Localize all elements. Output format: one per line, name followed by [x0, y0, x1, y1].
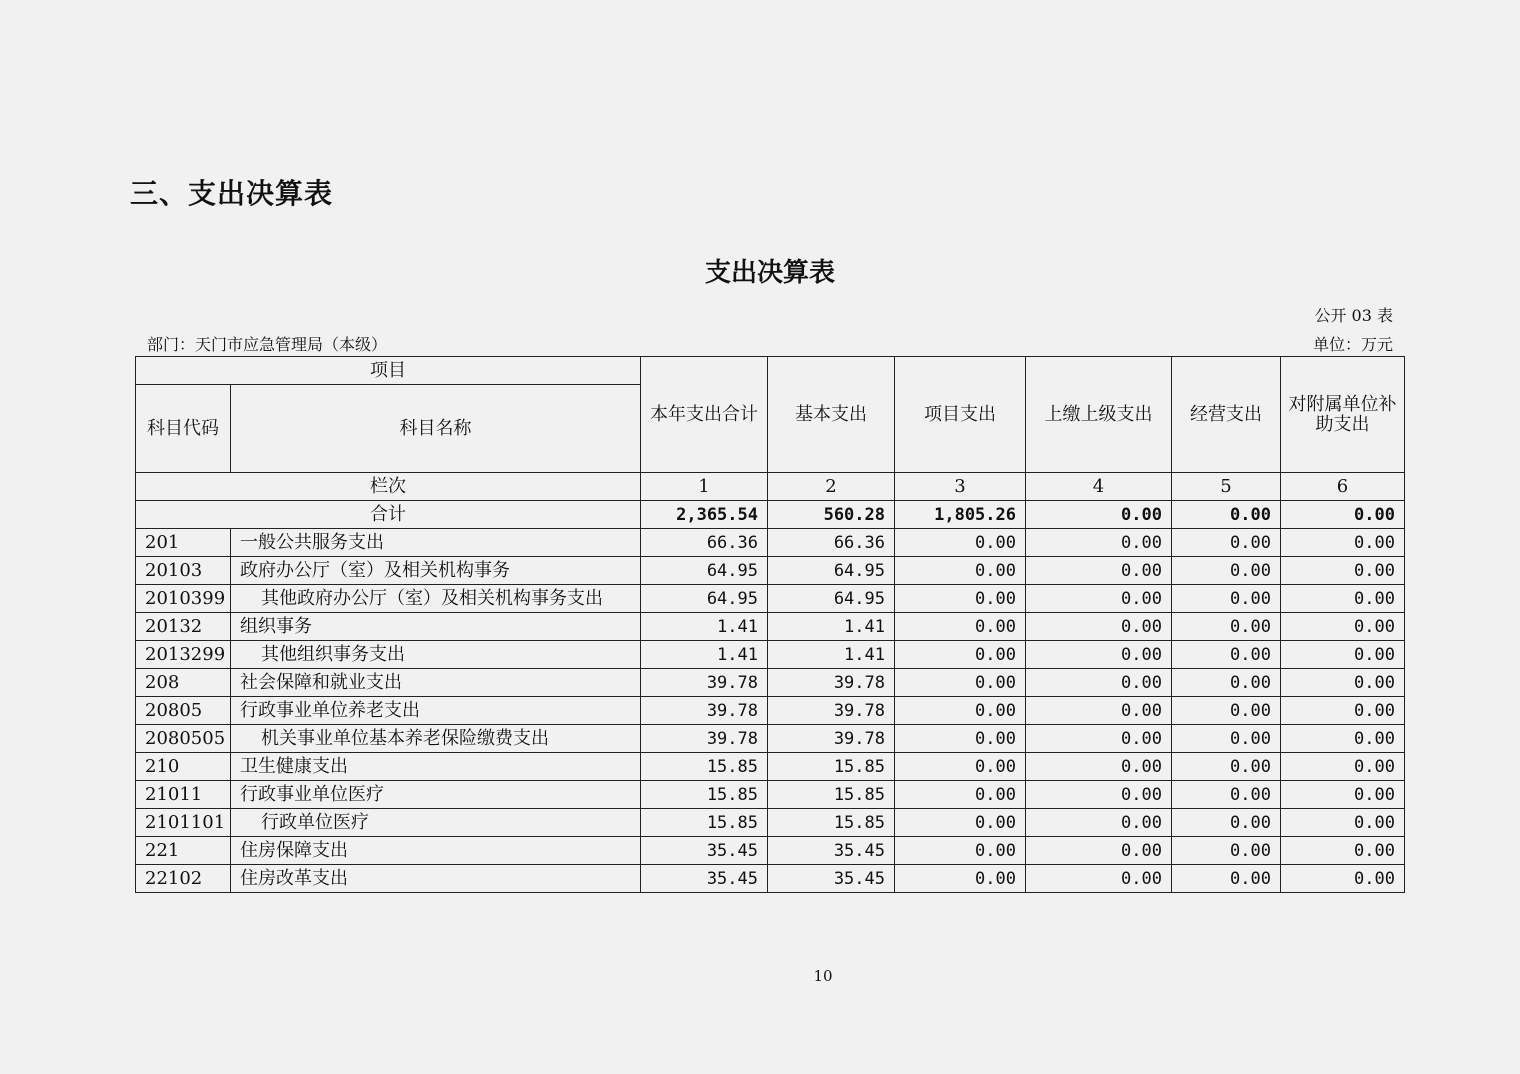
table-row [136, 725, 1405, 753]
amount-cell: 0.00 [895, 837, 1026, 865]
subject-code: 208 [136, 669, 231, 697]
subject-code: 2080505 [136, 725, 231, 753]
amount-cell: 64.95 [641, 585, 768, 613]
amount-cell: 0.00 [1172, 641, 1281, 669]
subject-name: 一般公共服务支出 [231, 529, 641, 557]
header-business: 经营支出 [1172, 357, 1281, 473]
subject-name: 行政事业单位医疗 [231, 781, 641, 809]
header-basic: 基本支出 [768, 357, 895, 473]
amount-cell: 0.00 [1172, 557, 1281, 585]
amount-cell: 35.45 [641, 837, 768, 865]
column-number: 3 [895, 473, 1026, 501]
amount-cell: 0.00 [1026, 585, 1172, 613]
amount-cell: 0.00 [1172, 613, 1281, 641]
amount-cell: 1.41 [768, 641, 895, 669]
amount-cell: 0.00 [895, 641, 1026, 669]
column-label: 栏次 [136, 473, 641, 501]
subject-code: 2101101 [136, 809, 231, 837]
column-number: 1 [641, 473, 768, 501]
amount-cell: 0.00 [1281, 781, 1405, 809]
amount-cell: 15.85 [641, 809, 768, 837]
header-name: 科目名称 [231, 385, 641, 473]
amount-cell: 64.95 [641, 557, 768, 585]
table-row [136, 613, 1405, 641]
table-row [136, 809, 1405, 837]
amount-cell: 0.00 [1172, 781, 1281, 809]
amount-cell: 0.00 [895, 725, 1026, 753]
amount-cell: 1.41 [641, 641, 768, 669]
amount-cell: 0.00 [1026, 529, 1172, 557]
amount-cell: 0.00 [1281, 529, 1405, 557]
amount-cell: 66.36 [641, 529, 768, 557]
amount-cell: 0.00 [1026, 781, 1172, 809]
totals-label: 合计 [136, 501, 641, 529]
column-number: 4 [1026, 473, 1172, 501]
subject-code: 2010399 [136, 585, 231, 613]
table-body [136, 357, 1405, 893]
amount-cell: 39.78 [641, 725, 768, 753]
table-row [136, 669, 1405, 697]
amount-cell: 35.45 [768, 837, 895, 865]
amount-cell: 39.78 [768, 669, 895, 697]
amount-cell: 0.00 [1281, 557, 1405, 585]
amount-cell: 0.00 [1026, 669, 1172, 697]
amount-cell: 1.41 [641, 613, 768, 641]
amount-cell: 0.00 [1172, 809, 1281, 837]
amount-cell: 0.00 [895, 809, 1026, 837]
table-row [136, 781, 1405, 809]
amount-cell: 0.00 [1026, 557, 1172, 585]
expenditure-table [135, 356, 1405, 893]
amount-cell: 0.00 [1172, 669, 1281, 697]
amount-cell: 0.00 [1026, 753, 1172, 781]
header-code: 科目代码 [136, 385, 231, 473]
header-subsidy: 对附属单位补助支出 [1281, 357, 1405, 473]
amount-cell: 0.00 [1281, 865, 1405, 893]
table-title: 支出决算表 [704, 258, 835, 288]
amount-cell: 0.00 [895, 585, 1026, 613]
subject-name: 机关事业单位基本养老保险缴费支出 [231, 725, 641, 753]
subject-name: 其他组织事务支出 [231, 641, 641, 669]
column-number: 2 [768, 473, 895, 501]
table-row [136, 865, 1405, 893]
amount-cell: 64.95 [768, 585, 895, 613]
amount-cell: 15.85 [641, 753, 768, 781]
amount-cell: 0.00 [1281, 809, 1405, 837]
amount-cell: 0.00 [895, 753, 1026, 781]
amount-cell: 0.00 [1281, 753, 1405, 781]
amount-cell: 0.00 [895, 781, 1026, 809]
amount-cell: 35.45 [768, 865, 895, 893]
totals-value: 2,365.54 [641, 501, 768, 529]
subject-code: 21011 [136, 781, 231, 809]
subject-name: 住房保障支出 [231, 837, 641, 865]
amount-cell: 39.78 [641, 697, 768, 725]
amount-cell: 0.00 [1026, 697, 1172, 725]
subject-name: 组织事务 [231, 613, 641, 641]
subject-code: 20103 [136, 557, 231, 585]
table-row [136, 837, 1405, 865]
amount-cell: 64.95 [768, 557, 895, 585]
header-project: 项目支出 [895, 357, 1026, 473]
amount-cell: 15.85 [768, 781, 895, 809]
amount-cell: 0.00 [1026, 865, 1172, 893]
amount-cell: 0.00 [1281, 585, 1405, 613]
amount-cell: 39.78 [768, 725, 895, 753]
table-row [136, 641, 1405, 669]
amount-cell: 0.00 [1026, 725, 1172, 753]
amount-cell: 0.00 [1172, 585, 1281, 613]
amount-cell: 1.41 [768, 613, 895, 641]
amount-cell: 0.00 [895, 529, 1026, 557]
header-row-1 [136, 357, 1405, 385]
amount-cell: 0.00 [1172, 725, 1281, 753]
subject-name: 住房改革支出 [231, 865, 641, 893]
subject-name: 卫生健康支出 [231, 753, 641, 781]
subject-code: 22102 [136, 865, 231, 893]
totals-value: 560.28 [768, 501, 895, 529]
section-heading: 三、支出决算表 [130, 177, 334, 210]
header-item: 项目 [136, 357, 641, 385]
amount-cell: 15.85 [768, 753, 895, 781]
amount-cell: 15.85 [641, 781, 768, 809]
amount-cell: 0.00 [1281, 837, 1405, 865]
table-row [136, 697, 1405, 725]
amount-cell: 0.00 [1026, 641, 1172, 669]
subject-name: 行政单位医疗 [231, 809, 641, 837]
totals-value: 0.00 [1281, 501, 1405, 529]
amount-cell: 0.00 [1281, 613, 1405, 641]
amount-cell: 0.00 [895, 613, 1026, 641]
totals-row [136, 501, 1405, 529]
amount-cell: 0.00 [1172, 529, 1281, 557]
subject-name: 其他政府办公厅（室）及相关机构事务支出 [231, 585, 641, 613]
amount-cell: 0.00 [1026, 613, 1172, 641]
subject-code: 2013299 [136, 641, 231, 669]
amount-cell: 0.00 [1281, 641, 1405, 669]
amount-cell: 15.85 [768, 809, 895, 837]
amount-cell: 0.00 [1281, 669, 1405, 697]
column-number: 5 [1172, 473, 1281, 501]
table-row [136, 557, 1405, 585]
table-row [136, 753, 1405, 781]
column-number-row [136, 473, 1405, 501]
subject-code: 210 [136, 753, 231, 781]
amount-cell: 35.45 [641, 865, 768, 893]
table-row [136, 585, 1405, 613]
amount-cell: 0.00 [1026, 837, 1172, 865]
unit-label: 单位：万元 [1312, 335, 1393, 354]
subject-name: 政府办公厅（室）及相关机构事务 [231, 557, 641, 585]
page-number: 10 [813, 967, 833, 985]
subject-name: 行政事业单位养老支出 [231, 697, 641, 725]
totals-value: 0.00 [1026, 501, 1172, 529]
amount-cell: 39.78 [641, 669, 768, 697]
amount-cell: 0.00 [1172, 837, 1281, 865]
amount-cell: 0.00 [895, 697, 1026, 725]
subject-code: 20132 [136, 613, 231, 641]
amount-cell: 66.36 [768, 529, 895, 557]
amount-cell: 0.00 [1026, 809, 1172, 837]
subject-code: 201 [136, 529, 231, 557]
table-row [136, 529, 1405, 557]
header-total: 本年支出合计 [641, 357, 768, 473]
totals-value: 1,805.26 [895, 501, 1026, 529]
amount-cell: 0.00 [895, 557, 1026, 585]
table-code: 公开 03 表 [1314, 306, 1393, 325]
subject-code: 20805 [136, 697, 231, 725]
amount-cell: 0.00 [895, 865, 1026, 893]
amount-cell: 0.00 [1172, 753, 1281, 781]
totals-value: 0.00 [1172, 501, 1281, 529]
subject-code: 221 [136, 837, 231, 865]
header-upper: 上缴上级支出 [1026, 357, 1172, 473]
amount-cell: 0.00 [1172, 697, 1281, 725]
amount-cell: 0.00 [895, 669, 1026, 697]
amount-cell: 39.78 [768, 697, 895, 725]
amount-cell: 0.00 [1281, 725, 1405, 753]
subject-name: 社会保障和就业支出 [231, 669, 641, 697]
department-label: 部门：天门市应急管理局（本级） [147, 335, 388, 354]
column-number: 6 [1281, 473, 1405, 501]
amount-cell: 0.00 [1172, 865, 1281, 893]
amount-cell: 0.00 [1281, 697, 1405, 725]
